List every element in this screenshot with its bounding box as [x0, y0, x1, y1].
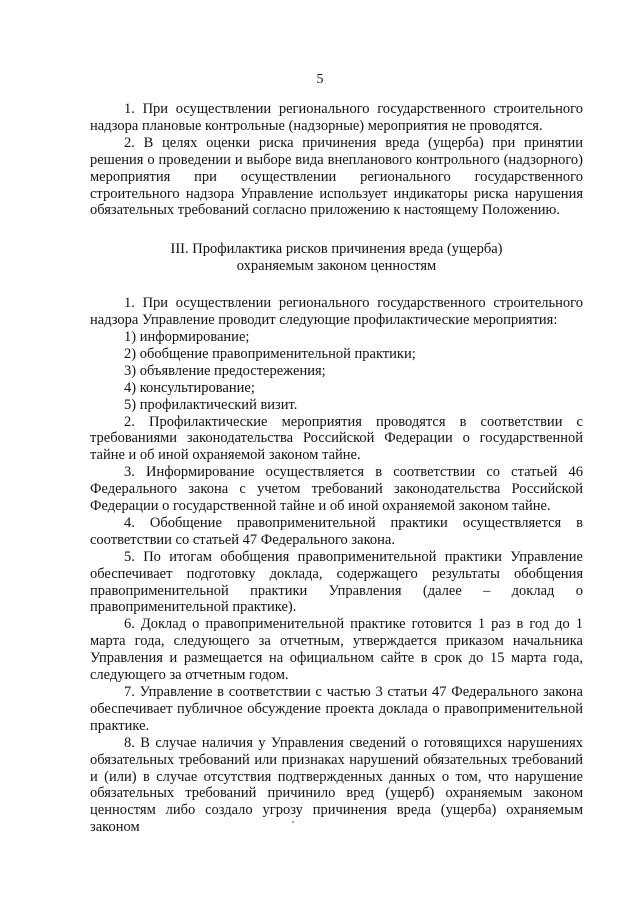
paragraph-report-schedule: 6. Доклад о правоприменительной практике готовится 1 раз в год до 1 марта года, следующего за отчетным, утверждается приказом начальника Управления и размещается на официальном сайте в срок до 15 марта года, следующего за отчетным годом. [90, 616, 583, 684]
scan-artifact-dot [292, 821, 294, 823]
section-heading [90, 241, 583, 275]
paragraph-report-preparation: 5. По итогам обобщения правоприменительной практики Управление обеспечивает подготовку доклада, содержащего результаты обобщения правоприменительной практики Управления (далее – доклад о правоприменительной практике). [90, 548, 583, 616]
list-item: 4) консультирование; [124, 379, 255, 396]
list-item: 3) объявление предостережения; [124, 362, 326, 379]
section-heading-line-2: охраняемым законом ценностям [236, 258, 437, 275]
paragraph-informing: 3. Информирование осуществляется в соответствии со статьей 46 Федерального закона с учетом требований законодательства Российской Федерации о государственной тайне и об иной охраняемой законом тайне. [90, 464, 583, 515]
list-item: 2) обобщение правоприменительной практики; [124, 345, 416, 362]
list-item: 1) информирование; [124, 328, 250, 345]
paragraph-planned-measures: 1. При осуществлении регионального государственного строительного надзора плановые контрольные (надзорные) мероприятия не проводятся. [90, 101, 583, 134]
paragraph-public-discussion: 7. Управление в соответствии с частью 3 статьи 47 Федерального закона обеспечивает публичное обсуждение проекта доклада о правоприменительной практике. [90, 684, 583, 734]
section-heading-line-1: III. Профилактика рисков причинения вреда (ущерба) [170, 241, 503, 258]
paragraph-prevention-measures: 1. При осуществлении регионального государственного строительного надзора Управление проводит следующие профилактические мероприятия: [90, 295, 583, 329]
paragraph-generalization: 4. Обобщение правоприменительной практики осуществляется в соответствии со статьей 47 Федерального закона. [90, 514, 583, 548]
document-body [90, 101, 583, 836]
page-number: 5 [316, 72, 324, 87]
list-item: 5) профилактический визит. [124, 396, 298, 413]
paragraph-violations-information: 8. В случае наличия у Управления сведений о готовящихся нарушениях обязательных требований или признаках нарушений обязательных требований и (или) в случае отсутствия подтвержденных данных о том, что нарушение обязательных требований причинило вред (ущерб) охраняемым законом ценностям либо создало угрозу причинения вреда (ущерба) охраняемым законом [90, 734, 583, 836]
paragraph-risk-indicators: 2. В целях оценки риска причинения вреда (ущерба) при принятии решения о проведении и выборе вида внепланового контрольного (надзорного) мероприятия при осуществлении регионального государственного строительного надзора Управление использует индикаторы риска нарушения обязательных требований согласно приложению к настоящему Положению. [90, 134, 583, 219]
paragraph-state-secret: 2. Профилактические мероприятия проводятся в соответствии с требованиями законодательства Российской Федерации о государственной тайне и об иной охраняемой законом тайне. [90, 413, 583, 464]
